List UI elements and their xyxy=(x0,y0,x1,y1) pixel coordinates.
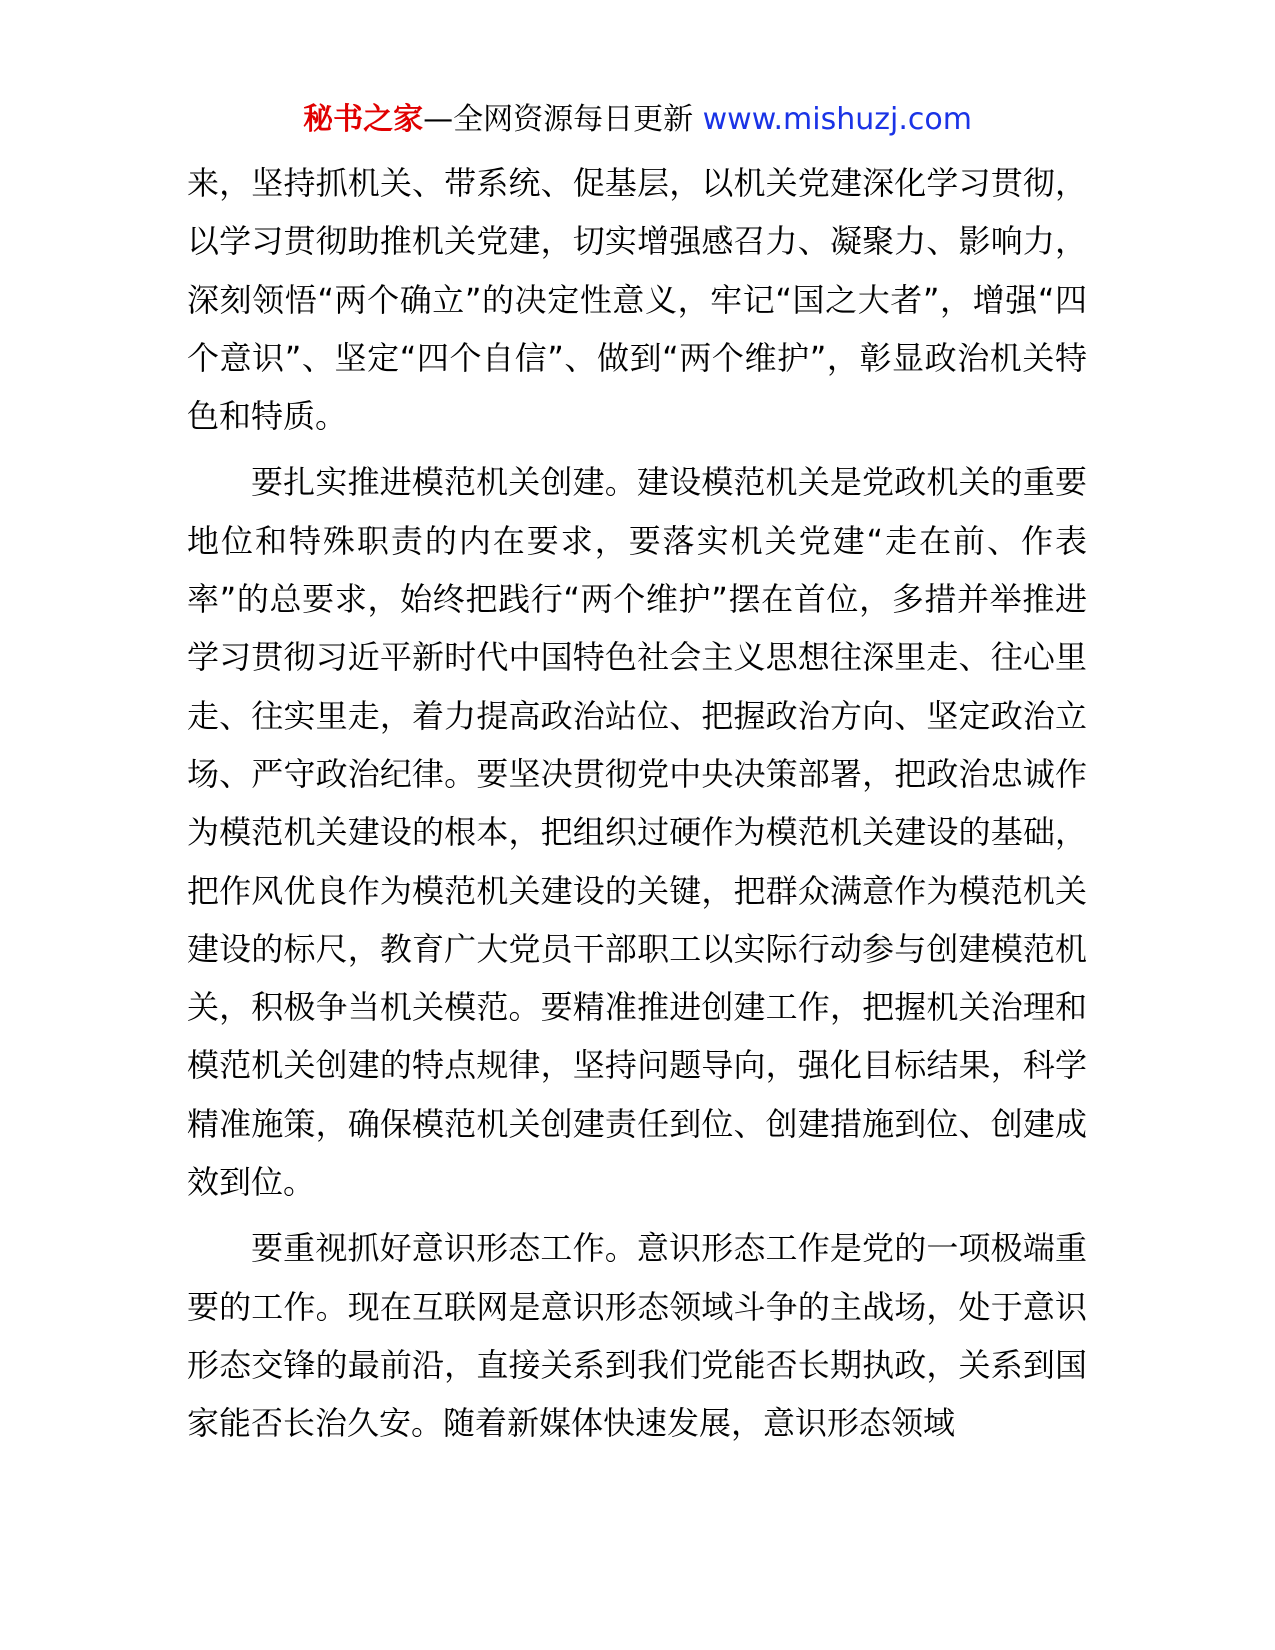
document-body xyxy=(187,154,1087,1461)
paragraph-ideology: 要重视抓好意识形态工作。意识形态工作是党的一项极端重要的工作。现在互联网是意识形态领域斗争的主战场，处于意识形态交锋的最前沿，直接关系到我们党能否长期执政，关系到国家能否长治久安。随着新媒体快速发展，意识形态领域 xyxy=(187,1229,1087,1443)
site-url-link[interactable]: www.mishuzj.com xyxy=(702,102,972,137)
header-tagline: —全网资源每日更新 xyxy=(423,102,694,137)
paragraph-continued: 来，坚持抓机关、带系统、促基层，以机关党建深化学习贯彻，以学习贯彻助推机关党建，切实增强感召力、凝聚力、影响力，深刻领悟“两个确立”的决定性意义，牢记“国之大者”，增强“四个意识”、坚定“四个自信”、做到“两个维护”，彰显政治机关特色和特质。 xyxy=(187,164,1087,436)
brand-name: 秘书之家 xyxy=(303,102,424,137)
paragraph-model-organ: 要扎实推进模范机关创建。建设模范机关是党政机关的重要地位和特殊职责的内在要求，要落实机关党建“走在前、作表率”的总要求，始终把践行“两个维护”摆在首位，多措并举推进学习贯彻习近平新时代中国特色社会主义思想往深里走、往心里走、往实里走，着力提高政治站位、把握政治方向、坚定政治立场、严守政治纪律。要坚决贯彻党中央决策部署，把政治忠诚作为模范机关建设的根本，把组织过硬作为模范机关建设的基础，把作风优良作为模范机关建设的关键，把群众满意作为模范机关建设的标尺，教育广大党员干部职工以实际行动参与创建模范机关，积极争当机关模范。要精准推进创建工作，把握机关治理和模范机关创建的特点规律，坚持问题导向，强化目标结果，科学精准施策，确保模范机关创建责任到位、创建措施到位、创建成效到位。 xyxy=(187,463,1087,1202)
page-header xyxy=(0,100,1275,140)
